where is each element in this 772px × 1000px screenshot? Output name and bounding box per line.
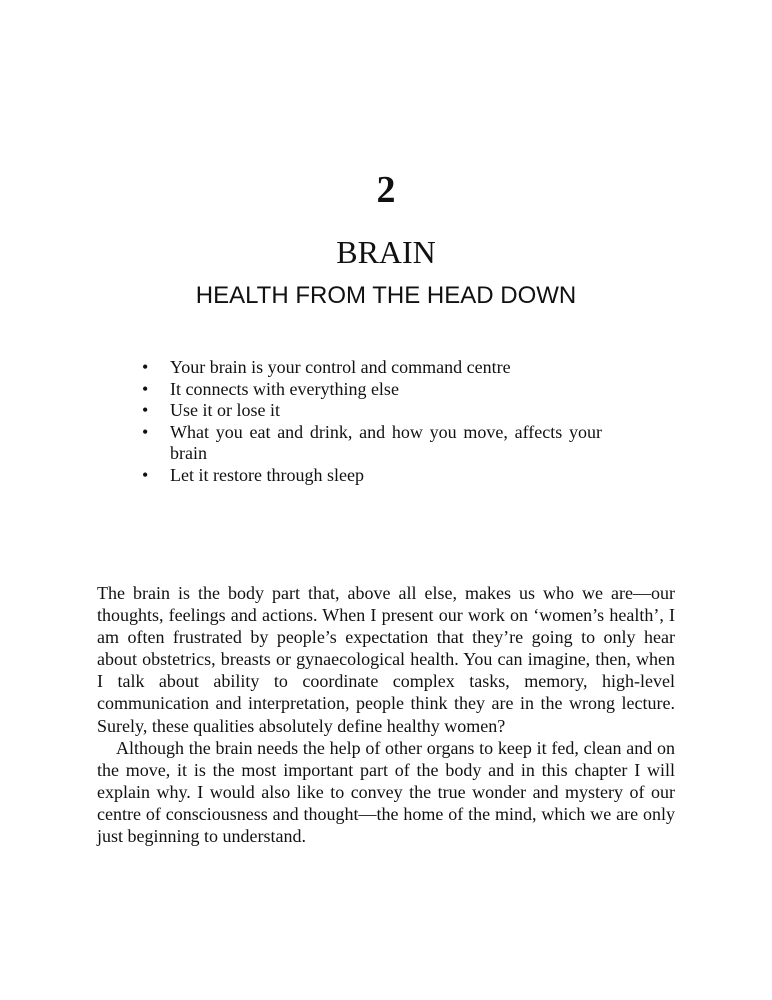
bullet-icon: • [142,378,149,399]
key-point-text: Use it or lose it [170,400,280,420]
key-point-item [140,357,602,379]
key-point-text: Your brain is your control and command centre [170,357,511,377]
body-paragraph: Although the brain needs the help of other organs to keep it fed, clean and on the move, it is the most important part of the body and in this chapter I will explain why. I would also like to convey the true wonder and mystery of our centre of consciousness and thought—the home of the mind, which we are only just beginning to understand. [97,737,675,847]
bullet-icon: • [142,464,149,485]
body-paragraph: The brain is the body part that, above all else, makes us who we are—our thoughts, feelings and actions. When I present our work on ‘women’s health’, I am often frustrated by people’s expectation that they’re going to only hear about obstetrics, breasts or gynaecological health. You can imagine, then, when I talk about ability to coordinate complex tasks, memory, high-level communication and interpretation, people think they are in the wrong lecture. Surely, these qualities absolutely define healthy women? [97,583,675,736]
chapter-number: 2 [376,169,396,211]
chapter-title: BRAIN [336,234,436,270]
bullet-icon: • [142,421,149,442]
key-points-list [140,357,602,486]
key-point-text: Let it restore through sleep [170,464,364,485]
key-point-item [140,379,602,401]
bullet-icon: • [142,400,149,420]
chapter-subtitle: HEALTH FROM THE HEAD DOWN [195,282,577,309]
key-point-item [140,465,602,487]
key-point-text: What you eat and drink, and how you move, affects your brain [170,421,602,463]
key-point-item [140,422,602,465]
key-point-text: It connects with everything else [170,378,399,399]
bullet-icon: • [142,357,149,377]
chapter-body [97,582,675,847]
key-point-item [140,400,602,422]
